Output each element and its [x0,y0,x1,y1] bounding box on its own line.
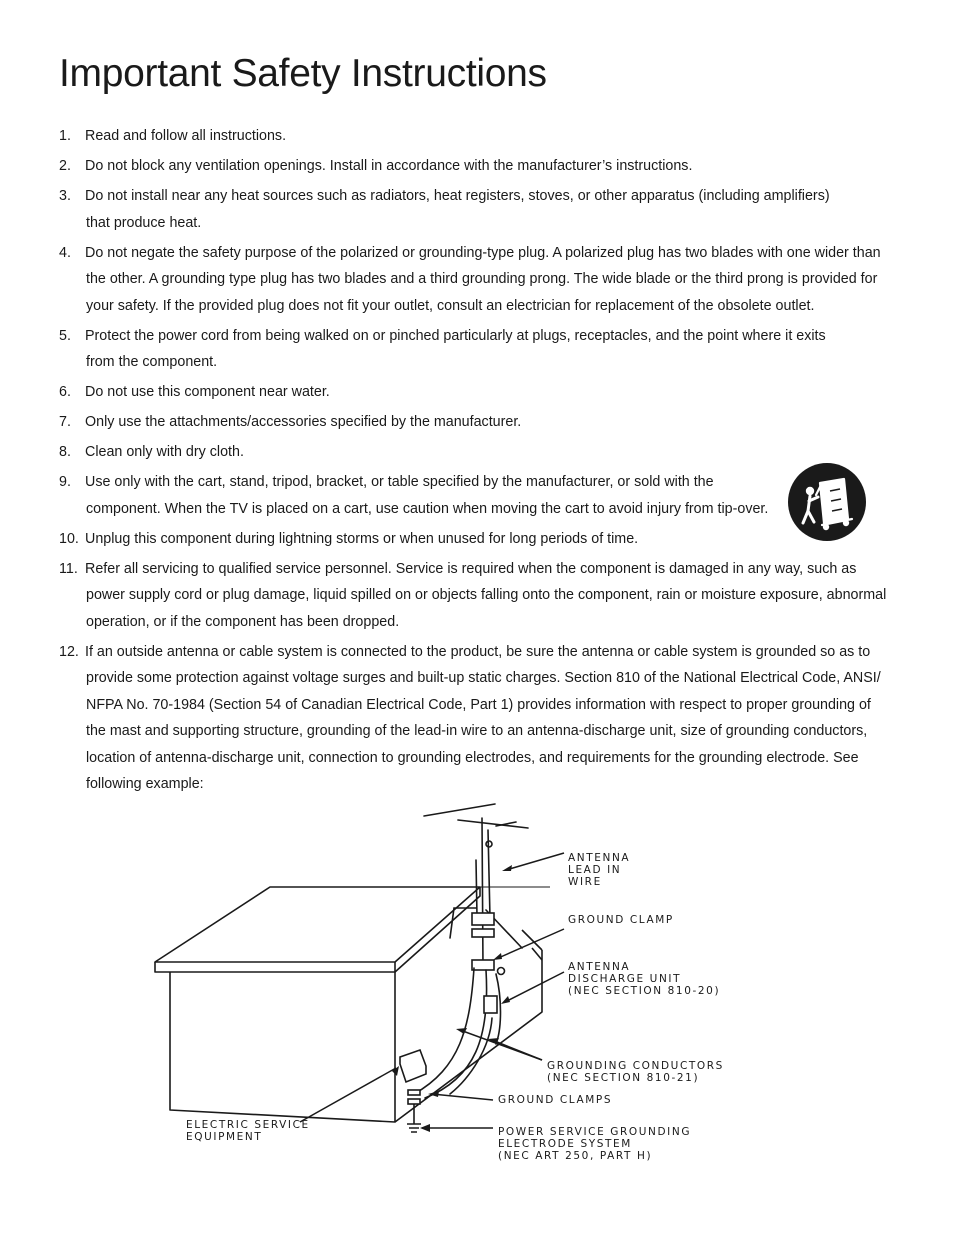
grounding-conductors-illustration [414,968,501,1098]
safety-instructions-list [59,123,904,801]
service-equipment-illustration [400,1050,426,1132]
instruction-item [59,556,904,636]
instruction-text: component. When the TV is placed on a cart, use caution when moving the cart to avoid injury from tip-over. [86,500,769,517]
instruction-number: 12. [59,643,79,660]
instruction-text: Do not block any ventilation openings. Install in accordance with the manufacturer’s instructions. [85,158,693,174]
instruction-item [59,469,904,522]
instruction-number: 4. [59,244,71,261]
instruction-number: 1. [59,128,71,144]
mast-clamps [472,913,505,975]
instruction-number: 10. [59,530,79,547]
instruction-number: 3. [59,188,71,204]
antenna-illustration [424,804,528,968]
instruction-text: Do not negate the safety purpose of the polarized or grounding-type plug. A polarized plug has two blades with one wider than [85,244,881,261]
instruction-number: 8. [59,444,71,460]
instruction-text: Clean only with dry cloth. [85,444,244,460]
instruction-text: Use only with the cart, stand, tripod, bracket, or table specified by the manufacturer, or sold with the [85,474,714,490]
instruction-text: provide some protection against voltage surges and built-up static charges. Section 810 of the National Electrical Code, ANSI/ [86,670,881,686]
instruction-text: If an outside antenna or cable system is connected to the product, be sure the antenna or cable system is grounded so as to [85,643,871,660]
instruction-item [59,639,904,798]
antenna-discharge-unit-label: ANTENNA DISCHARGE UNIT (NEC SECTION 810-20) [568,961,721,997]
instruction-number: 11. [59,560,78,577]
instruction-text: Refer all servicing to qualified service personnel. Service is required when the component is damaged in any way, such as [85,560,857,577]
instruction-text: Do not install near any heat sources such as radiators, heat registers, stoves, or other apparatus (including amplifiers) [85,188,830,204]
instruction-text: power supply cord or plug damage, liquid spilled on or objects falling onto the component, rain or moisture exposure, abnormal [86,587,887,603]
instruction-text: following example: [86,776,204,792]
electric-service-equipment-label: ELECTRIC SERVICE EQUIPMENT [186,1119,310,1143]
instruction-text: Protect the power cord from being walked on or pinched particularly at plugs, receptacles, and the point where it exits [85,327,826,344]
ground-clamps-label: GROUND CLAMPS [498,1094,613,1106]
instruction-item [59,379,904,406]
instruction-text: Only use the attachments/accessories specified by the manufacturer. [85,414,522,430]
instruction-number: 2. [59,158,71,174]
ground-clamp-label: GROUND CLAMP [568,914,674,926]
instruction-item [59,183,904,236]
instruction-item [59,153,904,180]
cart-tip-over-warning-icon [786,461,868,543]
page-title: Important Safety Instructions [59,52,547,95]
discharge-unit-illustration [484,996,497,1013]
antenna-grounding-diagram [150,798,750,1178]
instruction-text: location of antenna-discharge unit, connection to grounding electrodes, and requirements for the grounding electrode. See [86,749,859,766]
instruction-item [59,439,904,466]
antenna-lead-in-label: ANTENNA LEAD IN WIRE [568,852,631,888]
instruction-item [59,240,904,320]
instruction-text: the other. A grounding type plug has two blades and a third grounding prong. The wide blade or the third prong is provided for [86,271,878,287]
instruction-item [59,526,904,553]
instruction-number: 5. [59,327,71,344]
instruction-number: 7. [59,414,71,430]
instruction-text: NFPA No. 70-1984 (Section 54 of Canadian Electrical Code, Part 1) provides information with respect to proper grounding of [86,696,871,713]
instruction-text: Unplug this component during lightning storms or when unused for long periods of time. [85,530,639,547]
instruction-text: your safety. If the provided plug does not fit your outlet, consult an electrician for replacement of the obsolete outlet. [86,297,815,314]
instruction-text: from the component. [86,354,218,370]
instruction-text: operation, or if the component has been dropped. [86,613,400,630]
instruction-item [59,123,904,150]
instruction-number: 9. [59,474,71,490]
instruction-number: 6. [59,384,71,400]
instruction-item [59,323,904,376]
power-service-grounding-label: POWER SERVICE GROUNDING ELECTRODE SYSTEM (NEC ART 250, PART H) [498,1126,692,1162]
instruction-text: Do not use this component near water. [85,384,330,400]
instruction-text: the mast and supporting structure, grounding of the lead-in wire to an antenna-discharge unit, size of grounding conductors, [86,723,868,739]
instruction-item [59,409,904,436]
instruction-text: that produce heat. [86,214,202,231]
grounding-conductors-label: GROUNDING CONDUCTORS (NEC SECTION 810-21) [547,1060,724,1084]
instruction-text: Read and follow all instructions. [85,128,287,144]
